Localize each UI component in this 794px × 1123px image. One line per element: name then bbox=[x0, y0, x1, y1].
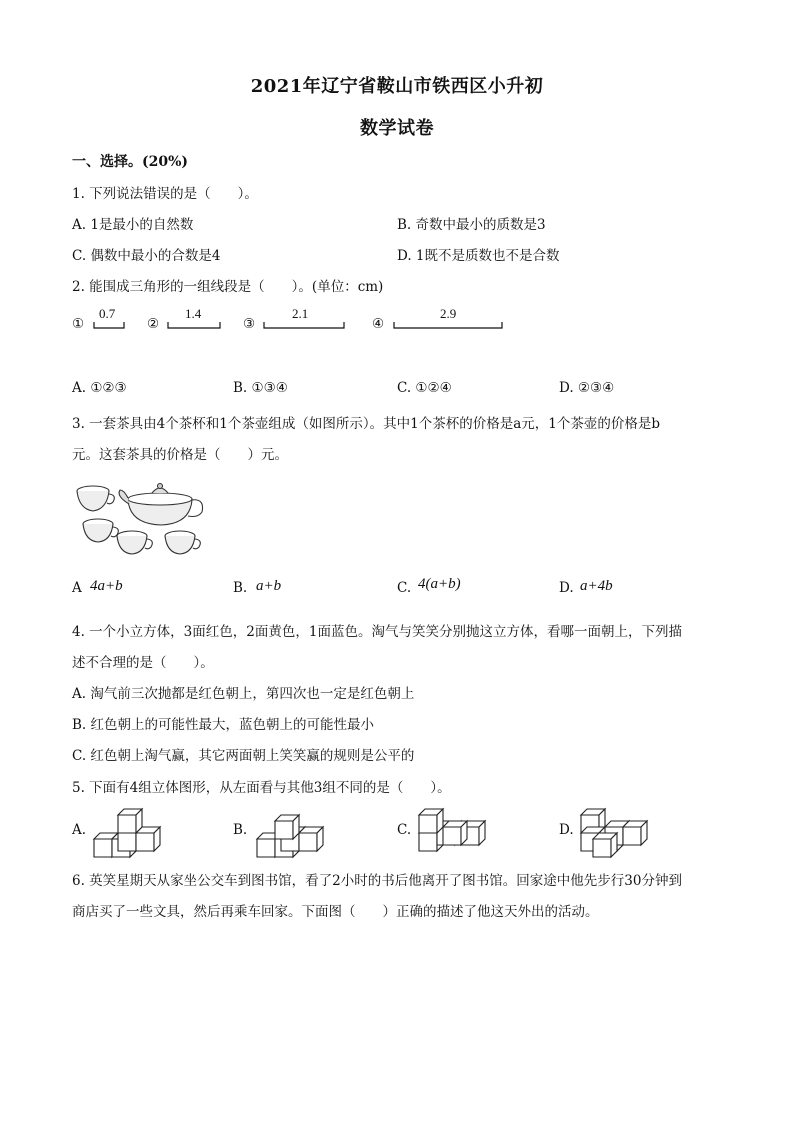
teacup-icon bbox=[165, 531, 200, 554]
segment-4-line bbox=[393, 322, 503, 330]
section-heading: 一、选择。(20%) bbox=[72, 154, 189, 170]
q2-option-c: C. ①②④ bbox=[397, 380, 452, 396]
q6-stem-line2: 商店买了一些文具，然后再乘车回家。下面图（ ）正确的描述了他这天外出的活动。 bbox=[72, 904, 599, 920]
q1-option-d: D. 1既不是质数也不是合数 bbox=[397, 248, 560, 264]
q3-option-a-label: A bbox=[72, 580, 82, 596]
segment-3-mark: ③ bbox=[243, 316, 256, 332]
q3-stem-line2: 元。这套茶具的价格是（ ）元。 bbox=[72, 447, 288, 463]
q2-option-a: A. ①②③ bbox=[72, 380, 127, 396]
page-title: 2021年辽宁省鞍山市铁西区小升初 bbox=[250, 76, 544, 97]
page-subtitle: 数学试卷 bbox=[360, 118, 434, 139]
segment-2-mark: ② bbox=[147, 316, 160, 332]
q5-option-b: B. bbox=[233, 822, 248, 838]
teacup-icon bbox=[117, 531, 152, 554]
q1-option-b: B. 奇数中最小的质数是3 bbox=[397, 217, 546, 233]
segment-4-mark: ④ bbox=[372, 316, 385, 332]
q3-option-a-expr: 4a+b bbox=[90, 578, 123, 594]
q5-stem: 5. 下面有4组立体图形，从左面看与其他3组不同的是（ ）。 bbox=[72, 780, 451, 796]
q3-stem-line1: 3. 一套茶具由4个茶杯和1个茶壶组成（如图所示）。其中1个茶杯的价格是a元，1个茶壶的价格是b bbox=[72, 416, 660, 432]
segment-1-length: 0.7 bbox=[99, 306, 116, 321]
q5-option-c: C. bbox=[397, 822, 412, 838]
q2-option-d: D. ②③④ bbox=[559, 380, 615, 396]
teapot-icon bbox=[119, 484, 202, 526]
q1-option-a: A. 1是最小的自然数 bbox=[72, 217, 194, 233]
q3-option-b-label: B. bbox=[233, 580, 248, 596]
segment-2-line bbox=[167, 322, 221, 330]
q3-option-c-label: C. bbox=[397, 580, 412, 596]
q5-figure-d bbox=[580, 800, 660, 860]
q4-stem-line1: 4. 一个小立方体，3面红色，2面黄色，1面蓝色。淘气与笑笑分别抛这立方体，看哪一面朝上，下列描 bbox=[72, 624, 682, 640]
teacup-icon bbox=[83, 519, 118, 542]
tea-set-illustration bbox=[72, 478, 207, 560]
q4-option-c: C. 红色朝上淘气赢，其它两面朝上笑笑赢的规则是公平的 bbox=[72, 748, 415, 764]
q5-option-d: D. bbox=[559, 822, 574, 838]
q1-stem: 1. 下列说法错误的是（ ）。 bbox=[72, 186, 258, 202]
q5-figure-c bbox=[418, 800, 498, 860]
teacup-icon bbox=[77, 486, 114, 511]
segment-1-line bbox=[93, 322, 125, 330]
q5-figure-b bbox=[256, 800, 336, 860]
q1-option-c: C. 偶数中最小的合数是4 bbox=[72, 248, 221, 264]
q3-option-d-label: D. bbox=[559, 580, 574, 596]
q5-option-a: A. bbox=[72, 822, 87, 838]
q2-stem: 2. 能围成三角形的一组线段是（ ）。(单位：cm) bbox=[72, 279, 384, 295]
q4-option-a: A. 淘气前三次抛都是红色朝上，第四次也一定是红色朝上 bbox=[72, 686, 415, 702]
q2-option-b: B. ①③④ bbox=[233, 380, 288, 396]
q4-option-b: B. 红色朝上的可能性最大，蓝色朝上的可能性最小 bbox=[72, 717, 375, 733]
q3-option-b-expr: a+b bbox=[256, 578, 282, 594]
q4-stem-line2: 述不合理的是（ ）。 bbox=[72, 655, 214, 671]
segment-2-length: 1.4 bbox=[185, 306, 202, 321]
segment-1-mark: ① bbox=[72, 316, 85, 332]
q6-stem-line1: 6. 英笑星期天从家坐公交车到图书馆，看了2小时的书后他离开了图书馆。回家途中他先步行30分钟到 bbox=[72, 873, 682, 889]
q3-option-c-expr: 4(a+b) bbox=[418, 576, 461, 592]
q5-figure-a bbox=[93, 800, 173, 860]
segment-3-line bbox=[263, 322, 345, 330]
segment-3-length: 2.1 bbox=[292, 306, 309, 321]
segment-4-length: 2.9 bbox=[440, 306, 457, 321]
q3-option-d-expr: a+4b bbox=[580, 578, 613, 594]
